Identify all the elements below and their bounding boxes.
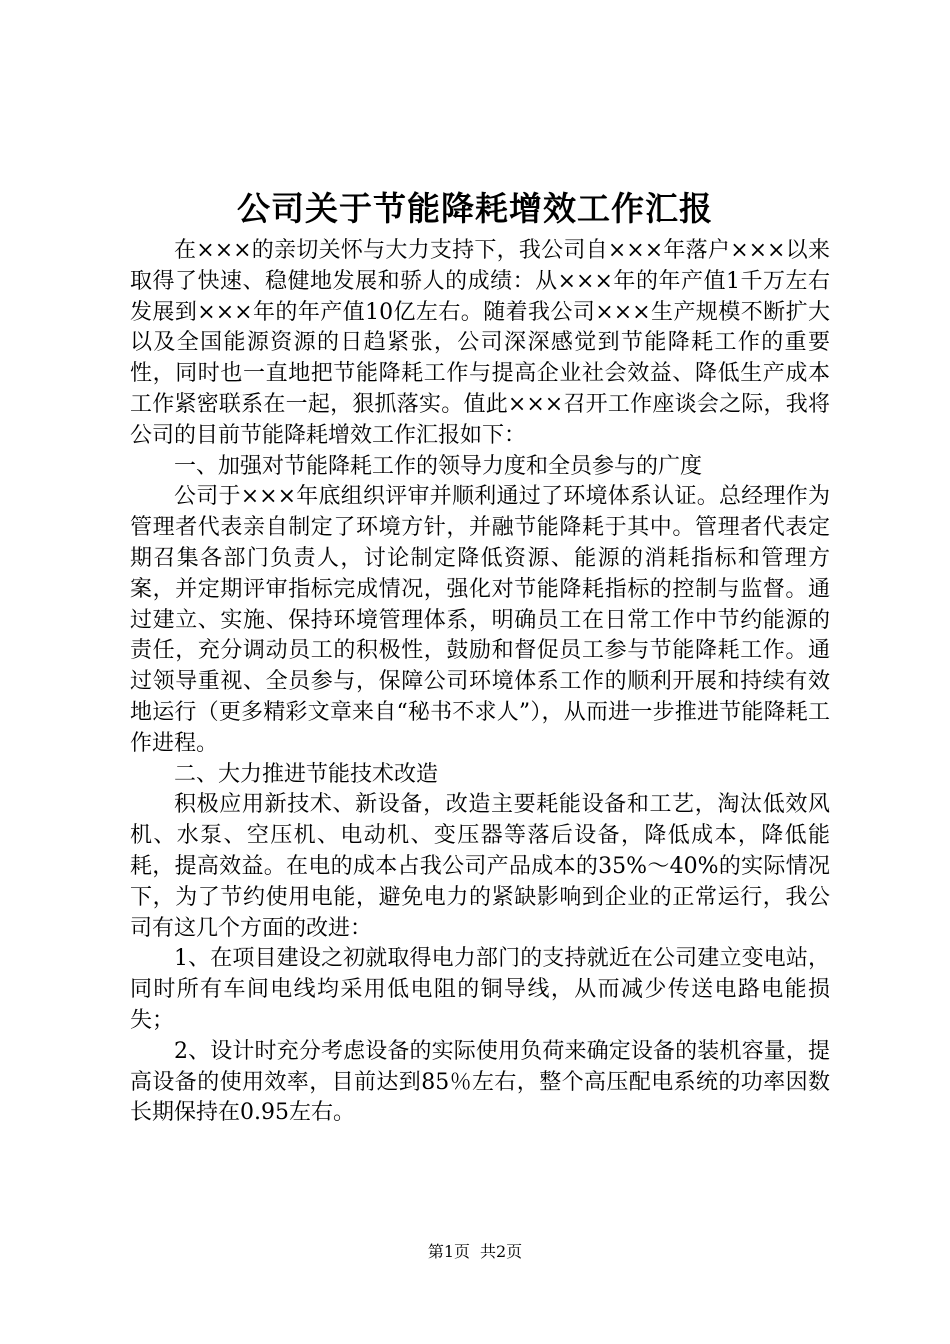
paragraph-section-2: 积极应用新技术、新设备，改造主要耗能设备和工艺，淘汰低效风机、水泵、空压机、电动机、变压器等落后设备，降低成本，降低能耗，提高效益。在电的成本占我公司产品成本的35%～40%的实际情况下，为了节约使用电能，避免电力的紧缺影响到企业的正常运行，我公司有这几个方面的改进： xyxy=(130,792,830,941)
document-title: 公司关于节能降耗增效工作汇报 xyxy=(237,189,713,228)
paragraph-item-1: 1、在项目建设之初就取得电力部门的支持就近在公司建立变电站，同时所有车间电线均采用低电阻的铜导线，从而减少传送电路电能损失； xyxy=(130,946,830,1033)
page-footer xyxy=(0,1240,950,1264)
section-heading-1: 一、加强对节能降耗工作的领导力度和全员参与的广度 xyxy=(174,453,703,479)
page-number-current: 第1页 xyxy=(427,1242,470,1261)
paragraph-intro: 在×××的亲切关怀与大力支持下，我公司自×××年落户×××以来取得了快速、稳健地发展和骄人的成绩：从×××年的年产值1千万左右发展到×××年的年产值10亿左右。随着我公司×××生产规模不断扩大以及全国能源资源的日趋紧张，公司深深感觉到节能降耗工作的重要性，同时也一直地把节能降耗工作与提高企业社会效益、降低生产成本工作紧密联系在一起，狠抓落实。值此×××召开工作座谈会之际，我将公司的目前节能降耗增效工作汇报如下： xyxy=(130,238,830,448)
document-body xyxy=(130,236,830,1129)
paragraph-section-1: 公司于×××年底组织评审并顺利通过了环境体系认证。总经理作为管理者代表亲自制定了环境方针，并融节能降耗于其中。管理者代表定期召集各部门负责人，讨论制定降低资源、能源的消耗指标和管理方案，并定期评审指标完成情况，强化对节能降耗指标的控制与监督。通过建立、实施、保持环境管理体系，明确员工在日常工作中节约能源的责任，充分调动员工的积极性，鼓励和督促员工参与节能降耗工作。通过领导重视、全员参与，保障公司环境体系工作的顺利开展和持续有效地运行（更多精彩文章来自“秘书不求人”），从而进一步推进节能降耗工作进程。 xyxy=(130,484,830,756)
paragraph-item-2: 2、设计时充分考虑设备的实际使用负荷来确定设备的装机容量，提高设备的使用效率，目前达到85％左右，整个高压配电系统的功率因数长期保持在0.95左右。 xyxy=(130,1038,830,1126)
section-heading-2: 二、大力推进节能技术改造 xyxy=(174,761,439,787)
page-number-total: 共2页 xyxy=(480,1242,523,1261)
